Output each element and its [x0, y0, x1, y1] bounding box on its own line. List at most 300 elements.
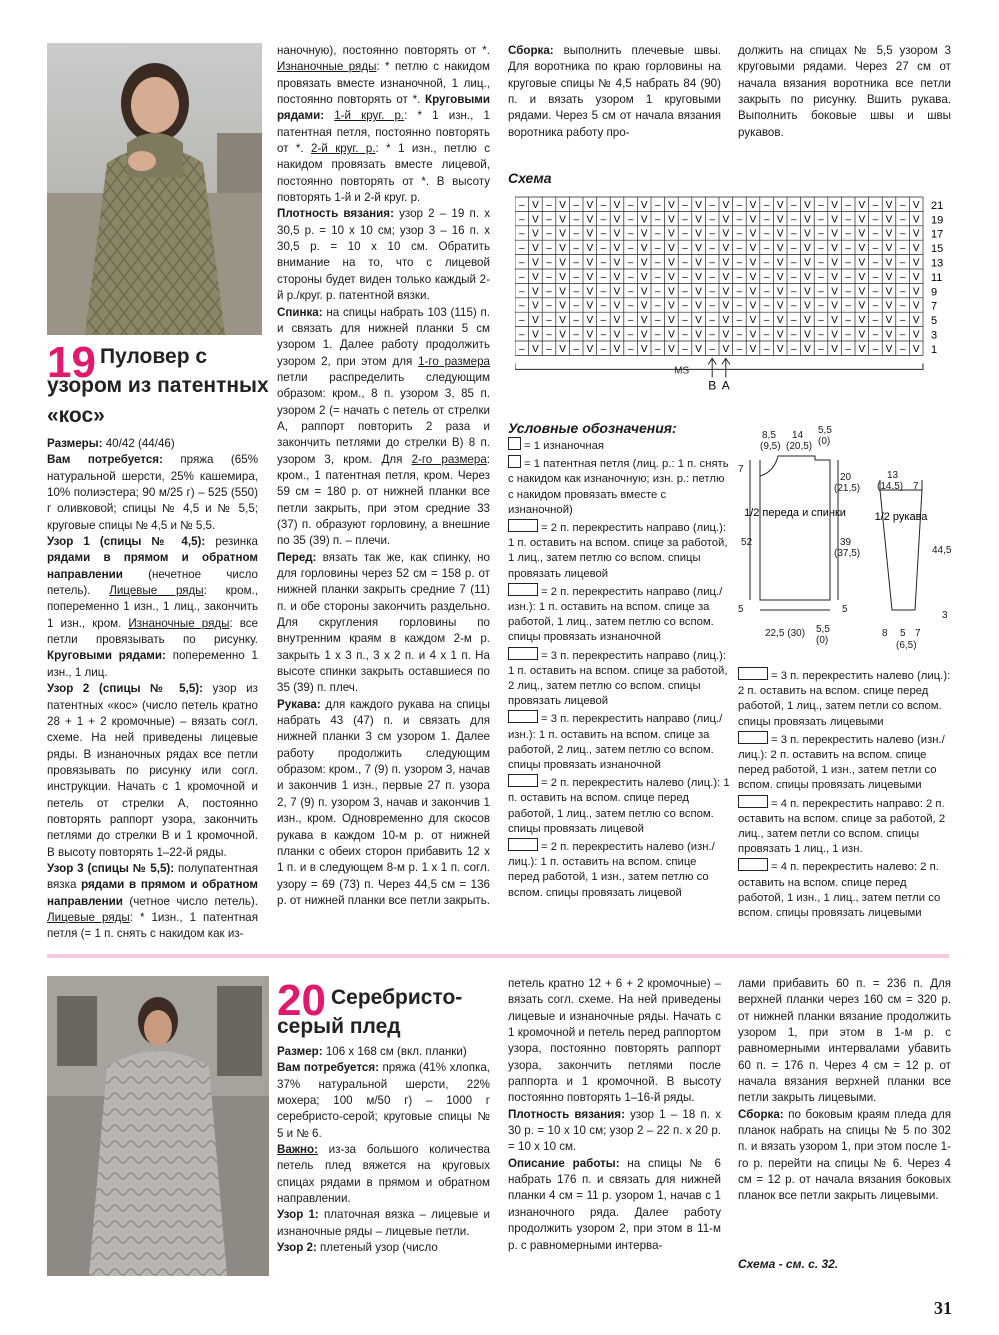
chart-cell-symbol: V — [804, 257, 811, 269]
legend-right-item — [738, 667, 953, 730]
p19-text-col2: наночную), постоянно повторять от *. Изнаночные ряды: * петлю с накидом провязать вместе изнаночной, 1 лиц., постоянно повторять от *. Круговыми рядами: 1-й круг. р.: * 1 изн., 1 патентная петля, постоянно повторять от *. 2-й круг. р.: * 1 изн., петлю с накидом провязать вместе лицевой, постоянно повторять от *. В высоту повторять 1-й и 2-й круг. р. Плотность вязания: узор 2 – 19 п. х 30,5 р. = 10 х 10 см; узор 3 – 16 п. х 30,5 р. = 10 х 10 см. Обратить внимание на то, что с лицевой стороны будет виден только каждый 2-й р./круг. р. патентной вязки. Спинка: на спицы набрать 103 (115) п. и связать для нижней планки 5 см узором 1. Далее работу продолжить узором 2, при этом для 1-го размера петли распределить следующим образом: кром., 8 п. узором 3, 85 п. узором 2 (= начать с петель от стрелки А, раппорт повторить 2 раза и закончить петлями до стрелки В) 8 п. узором 3, кром. Для 2-го размера: кром., 1 патентная петля, кром. Через 59 см = 180 р. от нижней планки все петли закрыть, при этом средние 33 (37) п. образуют горловину, а внешние по 35 (39) п. – плечи. Перед: вязать так же, как спинку, но для горловины через 52 см = 158 р. от нижней планки закрыть средние 7 (11) п. и обе стороны закончить раздельно. Для скругления горловины по внутренним краям в каждом 2-м р. закрыть 1 х 3 п., 3 х 2 п. и 4 х 1 п. На высоте спинки закрыть оставшиеся по 35 (39) п. плеч. Рукава: для каждого рукава на спицы набрать 43 (47) п. и связать для нижней планки 3 см узором 1. Далее работу продолжить следующим образом: кром., 7 (9) п. узором 3, начав и закончив 1 изн., первые 27 п. узора 2, 7 (9) п. узором 3, начав и закончив 1 изн., кром. Одновременно для скосов рукава в каждом 10-м р. от нижней планки с обеих сторон прибавить 12 х 1 п. и в следующем 8-м р. 1 х 1 п. согл. узору = 69 (73) п. Через 44,5 см = 136 р. от нижней планки все петли закрыть. — [277, 44, 491, 907]
chart-cell-symbol: V — [885, 300, 893, 312]
chart-cell-symbol: V — [695, 329, 702, 341]
chart-cell-symbol: – — [845, 329, 851, 341]
chart-cell-symbol: – — [791, 199, 797, 211]
chart-cell-symbol: V — [804, 343, 811, 355]
chart-cell-symbol: – — [600, 286, 607, 298]
chart-cell-symbol: V — [831, 315, 838, 327]
legend-left-list — [508, 437, 730, 902]
chart-cell-symbol: V — [831, 271, 838, 283]
chart-cell-symbol: – — [709, 343, 715, 355]
stitch-symbol-icon — [738, 731, 768, 744]
chart-cell-symbol: – — [763, 199, 770, 211]
chart-cell-symbol: – — [763, 300, 770, 312]
chart-cell-symbol: – — [709, 271, 715, 283]
chart-cell-symbol: – — [736, 286, 743, 298]
chart-cell-symbol: – — [872, 228, 879, 240]
chart-cell-symbol: V — [831, 199, 838, 211]
chart-row-number: 3 — [931, 329, 938, 342]
chart-cell-symbol: – — [845, 199, 851, 211]
chart-cell-symbol: – — [899, 315, 906, 327]
chart-cell-symbol: V — [532, 300, 539, 312]
chart-cell-symbol: – — [899, 243, 906, 255]
chart-cell-symbol: – — [600, 343, 607, 355]
chart-cell-symbol: V — [776, 286, 784, 298]
chart-cell-symbol: V — [804, 286, 811, 298]
chart-cell-symbol: – — [600, 329, 607, 341]
dim-7a: 7 — [738, 464, 744, 475]
chart-cell-symbol: V — [831, 286, 838, 298]
stitch-chart-grid — [515, 195, 955, 395]
chart-cell-symbol: – — [573, 214, 579, 226]
chart-cell-symbol: V — [586, 286, 594, 298]
chart-cell-symbol: – — [791, 329, 797, 341]
chart-cell-symbol: – — [655, 315, 661, 327]
chart-cell-symbol: V — [776, 199, 784, 211]
legend-right-item — [738, 795, 953, 858]
project-title-20-line1: Серебристо- — [331, 986, 463, 1009]
chart-cell-symbol: V — [586, 243, 594, 255]
chart-cell-symbol: V — [831, 300, 838, 312]
chart-cell-symbol: – — [682, 257, 688, 269]
chart-cell-symbol: V — [749, 343, 757, 355]
chart-cell-symbol: V — [695, 228, 702, 240]
chart-cell-symbol: – — [682, 300, 688, 312]
chart-cell-symbol: – — [899, 199, 906, 211]
chart-cell-symbol: V — [695, 315, 702, 327]
chart-cell-symbol: – — [845, 243, 851, 255]
chart-cell-symbol: – — [519, 329, 525, 341]
chart-cell-symbol: V — [722, 199, 730, 211]
legend-left-text: = 3 п. перекрестить направо (лиц.): 1 п. оставить на вспом. спице за работой, 2 лиц., затем петлю со вспом. спицы провязать лицевой — [508, 649, 728, 708]
chart-cell-symbol: – — [627, 300, 634, 312]
schema-title: Схема — [508, 170, 552, 186]
chart-cell-symbol: – — [709, 228, 715, 240]
chart-cell-symbol: – — [573, 329, 579, 341]
chart-cell-symbol: V — [858, 199, 866, 211]
project-title-19-line2: узором из патентных — [47, 374, 269, 397]
project-title-20-line2: серый плед — [277, 1015, 401, 1038]
chart-cell-symbol: – — [899, 271, 906, 283]
chart-row-number: 15 — [931, 243, 944, 256]
chart-row-number: 17 — [931, 228, 944, 241]
chart-cell-symbol: V — [613, 257, 621, 269]
legend-left-text: = 2 п. перекрестить направо (лиц.): 1 п. оставить на вспом. спице за работой, 1 лиц., затем петлю со вспом. спицы провязать лицевой — [508, 522, 728, 580]
chart-cell-symbol: V — [640, 286, 648, 298]
chart-cell-symbol: V — [804, 199, 811, 211]
chart-cell-symbol: V — [613, 271, 621, 283]
chart-cell-symbol: V — [695, 243, 702, 255]
chart-cell-symbol: – — [736, 315, 743, 327]
chart-cell-symbol: – — [627, 329, 634, 341]
chart-cell-symbol: V — [749, 271, 757, 283]
chart-cell-symbol: V — [722, 228, 730, 240]
chart-cell-symbol: – — [519, 199, 525, 211]
chart-cell-symbol: – — [845, 300, 851, 312]
chart-cell-symbol: V — [804, 329, 811, 341]
chart-cell-symbol: – — [519, 243, 525, 255]
chart-cell-symbol: V — [722, 286, 730, 298]
repeat-label: MS — [674, 365, 690, 377]
chart-cell-symbol: V — [885, 343, 893, 355]
chart-cell-symbol: V — [749, 300, 757, 312]
project-number-20: 20 — [277, 976, 326, 1025]
chart-cell-symbol: – — [519, 300, 525, 312]
chart-cell-symbol: V — [912, 271, 920, 283]
chart-cell-symbol: – — [791, 300, 797, 312]
chart-row-number: 5 — [931, 315, 938, 328]
chart-cell-symbol: – — [627, 257, 634, 269]
legend-left-item — [508, 437, 730, 454]
stitch-chart — [515, 195, 955, 395]
chart-cell-symbol: V — [640, 214, 648, 226]
chart-cell-symbol: V — [640, 329, 648, 341]
chart-cell-symbol: – — [682, 199, 688, 211]
legend-right-item — [738, 731, 953, 794]
chart-cell-symbol: V — [559, 300, 566, 312]
chart-cell-symbol: – — [818, 199, 824, 211]
chart-cell-symbol: – — [763, 271, 770, 283]
chart-cell-symbol: V — [722, 271, 730, 283]
p19-text-col1: Размеры: 40/42 (44/46) Вам потребуется: пряжа (65% натуральной шерсти, 25% кашемира, 10% полиэстера; 90 м/25 г) – 525 (550) г оливковой; спицы № 4,5 и № 5,5; круговые спицы № 4,5 и № 5,5. Узор 1 (спицы № 4,5): резинка рядами в прямом и обратном направлении (нечетное число петель). Лицевые ряды: кром., попеременно 1 изн., 1 лиц., закончить 1 изн., кром. Изнаночные ряды: все петли провязывать по рисунку. Круговыми рядами: попеременно 1 изн., 1 лиц. Узор 2 (спицы № 5,5): узор из патентных «кос» (число петель кратно 28 + 1 + 2 кромочные) – вязать согл. схеме. На ней приведены лицевые ряды. В изнаночных рядах все петли провязывать по рисунку или согл. инструкции. Начать с 1 кромочной и петель от стрелки А, постоянно повторять раппорт узора, закончить петлями до стрелки В и 1 кромочной. В высоту повторять 1–22-й ряды. Узор 3 (спицы № 5,5): полупатентная вязка рядами в прямом и обратном направлении (четное число петель). Лицевые ряды: * 1изн., 1 патентная петля (= 1 п. снять с накидом как из- — [47, 437, 258, 941]
chart-cell-symbol: V — [586, 271, 594, 283]
chart-cell-symbol: – — [519, 286, 525, 298]
chart-cell-symbol: – — [655, 199, 661, 211]
chart-cell-symbol: – — [546, 329, 552, 341]
chart-cell-symbol: – — [573, 271, 579, 283]
chart-cell-symbol: V — [640, 228, 648, 240]
chart-cell-symbol: V — [559, 228, 566, 240]
chart-cell-symbol: V — [695, 271, 702, 283]
chart-cell-symbol: – — [600, 271, 607, 283]
chart-cell-symbol: V — [804, 271, 811, 283]
chart-cell-symbol: V — [749, 329, 757, 341]
chart-cell-symbol: – — [682, 286, 688, 298]
chart-cell-symbol: V — [668, 300, 675, 312]
stitch-symbol-icon — [508, 583, 538, 596]
stitch-symbol-icon — [508, 437, 521, 450]
chart-cell-symbol: – — [573, 343, 579, 355]
chart-cell-symbol: V — [532, 257, 539, 269]
chart-cell-symbol: – — [546, 228, 552, 240]
chart-cell-symbol: V — [695, 300, 702, 312]
chart-cell-symbol: V — [586, 228, 594, 240]
chart-cell-symbol: V — [831, 257, 838, 269]
dim-8-5: 8,5 — [762, 430, 776, 441]
chart-cell-symbol: – — [818, 257, 824, 269]
chart-cell-symbol: – — [736, 257, 743, 269]
legend-left-text: = 1 изнаночная — [524, 440, 604, 452]
chart-cell-symbol: V — [776, 228, 784, 240]
chart-cell-symbol: V — [885, 257, 893, 269]
p19-text-col3: Сборка: выполнить плечевые швы. Для воротника по краю горловины на круговые спицы № 4,5 набрать 84 (90) п. и вязать узором 1 круговыми рядами. Через 5 см от начала вязания воротника работу про- — [508, 44, 721, 139]
stitch-symbol-icon — [508, 774, 538, 787]
chart-cell-symbol: V — [831, 343, 838, 355]
p20-text-col1: Размер: 106 х 168 см (вкл. планки) Вам потребуется: пряжа (41% хлопка, 37% натуральной шерсти, 22% мохера; 100 м/50 г) – 1000 г серебристо-серой; круговые спицы № 5 и № 6. Важно: из-за большого количества петель плед вяжется на круговых спицах рядами в прямом и обратном направлении. Узор 1: платочная вязка – лицевые и изнаночные ряды – лицевые петли. Узор 2: плетеный узор (число — [277, 1045, 490, 1255]
chart-cell-symbol: V — [559, 271, 566, 283]
dim-5-5b: 5,5 — [816, 624, 830, 635]
chart-cell-symbol: V — [831, 214, 838, 226]
chart-cell-symbol: – — [519, 228, 525, 240]
chart-cell-symbol: V — [912, 286, 920, 298]
chart-cell-symbol: V — [722, 343, 730, 355]
chart-cell-symbol: V — [695, 214, 702, 226]
chart-cell-symbol: V — [613, 343, 621, 355]
legend-left-item — [508, 519, 730, 582]
chart-cell-symbol: – — [546, 343, 552, 355]
chart-cell-symbol: V — [912, 343, 920, 355]
chart-cell-symbol: – — [872, 329, 879, 341]
chart-cell-symbol: – — [600, 214, 607, 226]
arrow-label: B — [708, 378, 717, 393]
dim-37-5: (37,5) — [834, 548, 861, 559]
chart-cell-symbol: – — [845, 257, 851, 269]
chart-cell-symbol: V — [858, 315, 866, 327]
chart-cell-symbol: – — [736, 214, 743, 226]
chart-cell-symbol: V — [586, 329, 594, 341]
dim-14-5: (14,5) — [877, 481, 904, 492]
chart-cell-symbol: V — [586, 199, 594, 211]
chart-cell-symbol: – — [682, 329, 688, 341]
chart-cell-symbol: V — [858, 343, 866, 355]
dim-39: 39 — [840, 537, 852, 548]
chart-cell-symbol: – — [655, 329, 661, 341]
chart-cell-symbol: V — [695, 286, 702, 298]
dim-3: 3 — [942, 610, 948, 621]
chart-cell-symbol: V — [858, 300, 866, 312]
chart-cell-symbol: V — [749, 199, 757, 211]
chart-cell-symbol: V — [668, 286, 675, 298]
chart-cell-symbol: V — [586, 257, 594, 269]
chart-cell-symbol: – — [763, 343, 770, 355]
stitch-symbol-icon — [508, 455, 521, 468]
chart-cell-symbol: – — [845, 271, 851, 283]
chart-cell-symbol: V — [613, 315, 621, 327]
chart-cell-symbol: – — [709, 243, 715, 255]
chart-cell-symbol: V — [613, 286, 621, 298]
chart-cell-symbol: – — [627, 199, 634, 211]
chart-cell-symbol: – — [818, 300, 824, 312]
chart-cell-symbol: V — [776, 214, 784, 226]
dim-6-5: (6,5) — [896, 640, 917, 651]
chart-cell-symbol: – — [709, 199, 715, 211]
dim-7b: 7 — [913, 481, 919, 492]
dim-0a: (0) — [818, 436, 831, 447]
chart-cell-symbol: – — [682, 315, 688, 327]
chart-cell-symbol: V — [722, 214, 730, 226]
chart-cell-symbol: – — [845, 286, 851, 298]
dim-13: 13 — [887, 470, 899, 481]
chart-cell-symbol: V — [559, 343, 566, 355]
blanket-photo-illustration — [47, 976, 269, 1276]
chart-cell-symbol: V — [559, 286, 566, 298]
chart-cell-symbol: – — [655, 286, 661, 298]
dim-21-5: (21,5) — [834, 483, 861, 494]
legend-left-text: = 2 п. перекрестить направо (лиц./изн.): 1 п. оставить на вспом. спице за работой, 1 лиц., затем петлю со вспом. спицы провязать изнаночной — [508, 585, 723, 644]
chart-cell-symbol: – — [845, 315, 851, 327]
chart-cell-symbol: – — [899, 300, 906, 312]
chart-cell-symbol: V — [668, 343, 675, 355]
chart-cell-symbol: V — [640, 343, 648, 355]
dim-9-5: (9,5) — [760, 441, 781, 452]
chart-cell-symbol: – — [763, 286, 770, 298]
arrow-icon — [722, 358, 730, 377]
chart-cell-symbol: – — [682, 228, 688, 240]
chart-cell-symbol: – — [627, 343, 634, 355]
chart-cell-symbol: V — [912, 243, 920, 255]
chart-cell-symbol: – — [655, 214, 661, 226]
chart-cell-symbol: – — [573, 300, 579, 312]
chart-cell-symbol: – — [736, 300, 743, 312]
chart-cell-symbol: V — [532, 228, 539, 240]
p20-text-col2: петель кратно 12 + 6 + 2 кромочные) – вязать согл. схеме. На ней приведены лицевые и изнаночные ряды. Начать с 1 кромочной и петель перед раппортом узора, постоянно повторять раппорт узора, закончить петлями после раппорта и 1 кромочной. В высоту постоянно повторять 1–16-й ряды. Плотность вязания: узор 1 – 18 п. х 30 р. = 10 х 10 см; узор 2 – 22 п. х 20 р. = 10 х 10 см. Описание работы: на спицы № 6 набрать 176 п. и связать для нижней планки 4 см = 11 р. узором 1, начав с 1 изнаночного ряда. Далее работу продолжить узором 2, при этом в 11-м р. с равномерными интерва- — [508, 977, 721, 1252]
chart-cell-symbol: – — [627, 271, 634, 283]
dim-20: 20 — [840, 472, 852, 483]
chart-cell-symbol: – — [709, 257, 715, 269]
chart-cell-symbol: – — [573, 315, 579, 327]
chart-cell-symbol: – — [791, 243, 797, 255]
chart-cell-symbol: V — [586, 300, 594, 312]
chart-cell-symbol: V — [858, 228, 866, 240]
chart-cell-symbol: – — [818, 343, 824, 355]
dim-7c: 7 — [915, 628, 921, 639]
stitch-symbol-icon — [508, 710, 538, 723]
chart-cell-symbol: V — [749, 214, 757, 226]
chart-cell-symbol: V — [749, 286, 757, 298]
chart-cell-symbol: – — [872, 343, 879, 355]
project-title-19-line1: Пуловер с — [100, 345, 208, 368]
chart-cell-symbol: V — [912, 257, 920, 269]
chart-cell-symbol: V — [532, 343, 539, 355]
chart-cell-symbol: V — [885, 286, 893, 298]
stitch-symbol-icon — [508, 647, 538, 660]
chart-cell-symbol: – — [627, 286, 634, 298]
chart-cell-symbol: V — [613, 243, 621, 255]
chart-cell-symbol: – — [519, 315, 525, 327]
chart-cell-symbol: V — [912, 199, 920, 211]
chart-cell-symbol: – — [872, 300, 879, 312]
chart-cell-symbol: V — [532, 243, 539, 255]
legend-left-item — [508, 774, 730, 837]
chart-cell-symbol: V — [749, 228, 757, 240]
chart-cell-symbol: V — [668, 257, 675, 269]
chart-cell-symbol: – — [546, 199, 552, 211]
chart-cell-symbol: – — [818, 228, 824, 240]
chart-row-number: 1 — [931, 343, 938, 356]
chart-cell-symbol: V — [559, 199, 566, 211]
dim-22-5: 22,5 (30) — [765, 628, 806, 639]
chart-cell-symbol: V — [695, 257, 702, 269]
chart-cell-symbol: – — [791, 228, 797, 240]
dim-20-5: (20,5) — [786, 441, 813, 452]
chart-cell-symbol: V — [613, 329, 621, 341]
chart-cell-symbol: – — [546, 286, 552, 298]
dim-14: 14 — [792, 430, 804, 441]
chart-cell-symbol: V — [804, 315, 811, 327]
chart-cell-symbol: V — [559, 329, 566, 341]
chart-row-number: 7 — [931, 300, 938, 313]
chart-cell-symbol: – — [682, 271, 688, 283]
chart-cell-symbol: – — [546, 214, 552, 226]
chart-cell-symbol: – — [899, 343, 906, 355]
chart-cell-symbol: V — [804, 300, 811, 312]
chart-cell-symbol: – — [763, 214, 770, 226]
chart-cell-symbol: – — [818, 271, 824, 283]
chart-cell-symbol: V — [532, 315, 539, 327]
legend-left-item — [508, 838, 730, 901]
chart-cell-symbol: – — [791, 214, 797, 226]
chart-cell-symbol: – — [655, 243, 661, 255]
chart-cell-symbol: V — [885, 329, 893, 341]
chart-cell-symbol: – — [546, 257, 552, 269]
chart-cell-symbol: V — [776, 300, 784, 312]
chart-cell-symbol: – — [791, 271, 797, 283]
chart-cell-symbol: – — [872, 257, 879, 269]
body-piece-label: 1/2 переда и спинки — [744, 507, 846, 519]
chart-cell-symbol: – — [655, 228, 661, 240]
chart-cell-symbol: – — [627, 228, 634, 240]
dim-5c: 5 — [900, 628, 906, 639]
sleeve-piece-label: 1/2 рукава — [874, 511, 928, 523]
chart-cell-symbol: V — [776, 329, 784, 341]
chart-cell-symbol: V — [640, 300, 648, 312]
stitch-symbol-icon — [738, 667, 768, 680]
chart-cell-symbol: V — [559, 243, 566, 255]
chart-cell-symbol: – — [845, 343, 851, 355]
chart-cell-symbol: – — [519, 257, 525, 269]
chart-cell-symbol: V — [858, 271, 866, 283]
chart-cell-symbol: – — [573, 199, 579, 211]
chart-cell-symbol: V — [885, 243, 893, 255]
chart-cell-symbol: – — [872, 315, 879, 327]
chart-cell-symbol: – — [600, 228, 607, 240]
chart-cell-symbol: – — [872, 243, 879, 255]
chart-cell-symbol: – — [600, 243, 607, 255]
arrow-label: A — [721, 378, 730, 393]
dim-0b: (0) — [816, 635, 829, 646]
chart-cell-symbol: – — [736, 243, 743, 255]
chart-cell-symbol: V — [912, 300, 920, 312]
sweater-photo-illustration — [47, 43, 262, 335]
legend-right-text: = 4 п. перекрестить направо: 2 п. оставить на вспом. спице за работой, 2 лиц., затем петли со вспом. спицы провязать 1 лиц., 1 изн. — [738, 797, 946, 856]
page-number: 31 — [934, 1298, 952, 1318]
chart-cell-symbol: V — [613, 214, 621, 226]
chart-cell-symbol: V — [668, 271, 675, 283]
chart-cell-symbol: V — [722, 329, 730, 341]
chart-cell-symbol: – — [627, 214, 634, 226]
chart-cell-symbol: – — [763, 228, 770, 240]
chart-cell-symbol: V — [640, 257, 648, 269]
sweater-photo — [47, 43, 262, 335]
chart-cell-symbol: V — [668, 228, 675, 240]
chart-cell-symbol: – — [791, 257, 797, 269]
chart-cell-symbol: V — [722, 243, 730, 255]
chart-cell-symbol: – — [519, 343, 525, 355]
chart-cell-symbol: – — [845, 228, 851, 240]
chart-cell-symbol: – — [818, 286, 824, 298]
chart-cell-symbol: – — [546, 271, 552, 283]
chart-cell-symbol: V — [668, 315, 675, 327]
project-title-19-line3: «кос» — [47, 404, 105, 427]
chart-cell-symbol: – — [899, 228, 906, 240]
chart-cell-symbol: V — [804, 228, 811, 240]
chart-cell-symbol: – — [600, 257, 607, 269]
dim-8: 8 — [882, 628, 888, 639]
chart-cell-symbol: – — [573, 228, 579, 240]
chart-cell-symbol: V — [532, 199, 539, 211]
dim-52: 52 — [741, 537, 753, 548]
